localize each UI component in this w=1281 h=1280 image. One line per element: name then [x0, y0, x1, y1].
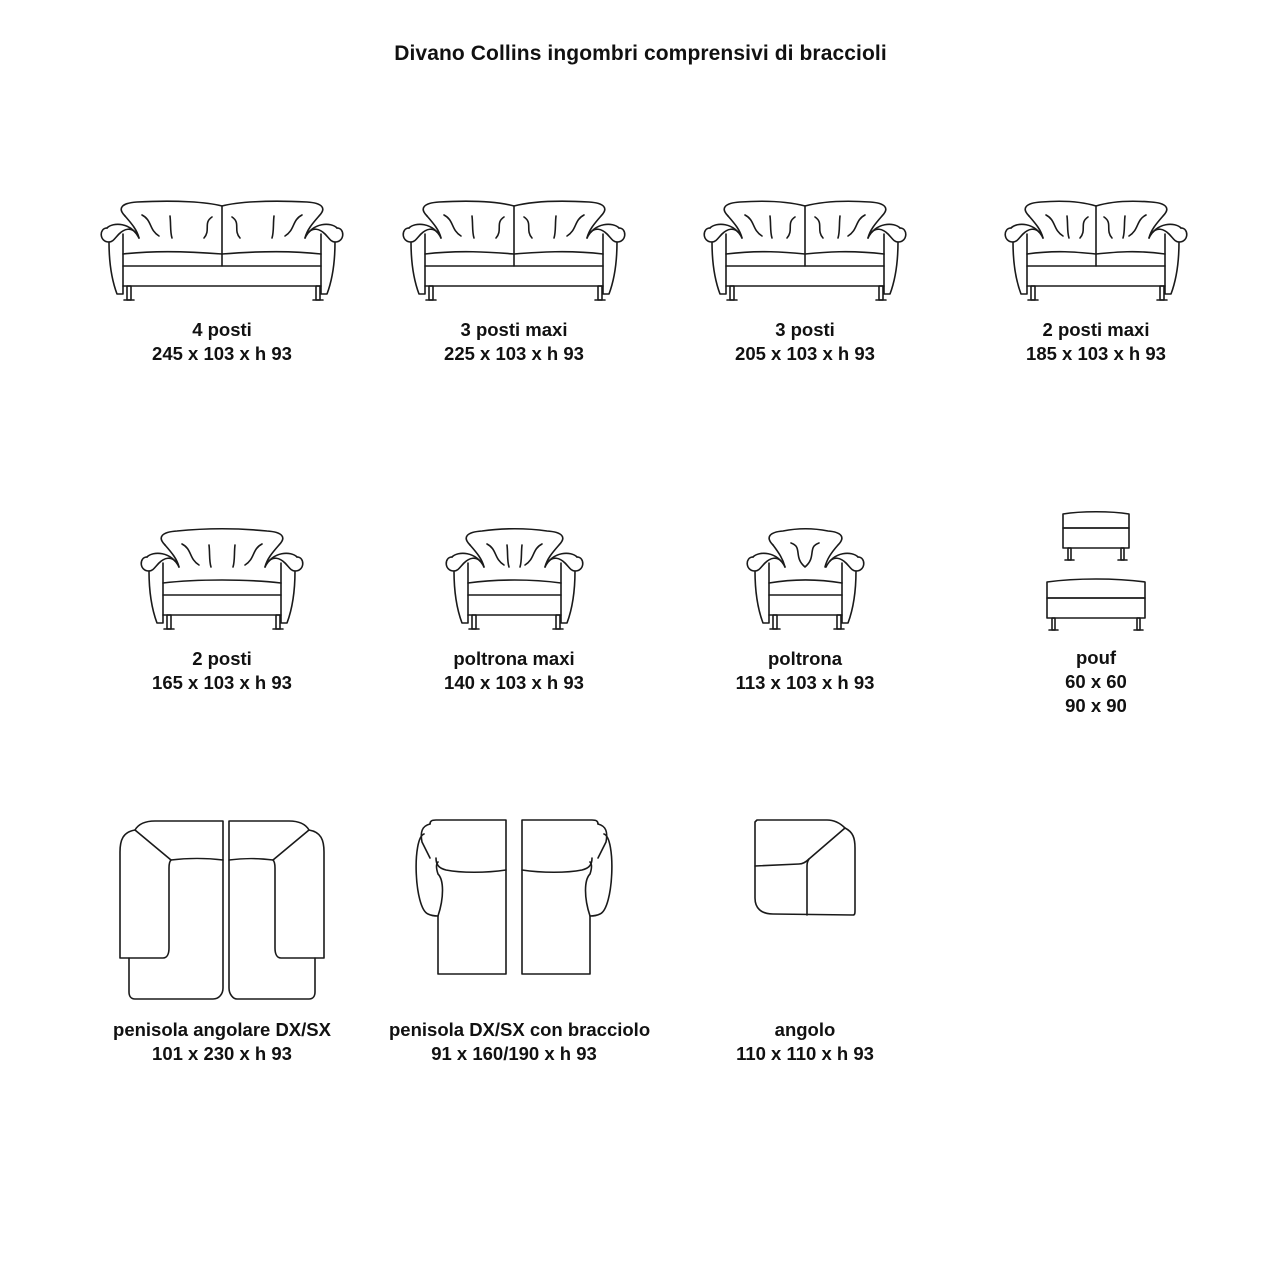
- page-title: Divano Collins ingombri comprensivi di braccioli: [394, 42, 887, 65]
- item-name: 2 posti maxi: [1042, 319, 1150, 340]
- item-penisola-con-bracciolo: [389, 818, 651, 1066]
- sofa-3-posti-drawing: [700, 198, 910, 304]
- item-4-posti: [97, 198, 347, 366]
- item-dimensions: 165 x 103 x h 93: [152, 672, 292, 693]
- item-dimensions: 225 x 103 x h 93: [444, 343, 584, 364]
- penisola-bracciolo-drawing: [416, 818, 612, 978]
- item-name: 4 posti: [192, 319, 252, 340]
- item-name: poltrona maxi: [453, 648, 575, 669]
- item-poltrona: [680, 527, 930, 695]
- item-name: angolo: [774, 1019, 836, 1040]
- item-name: 3 posti: [775, 319, 835, 340]
- sofa-3-posti-maxi-drawing: [399, 198, 629, 304]
- item-poltrona-maxi: [389, 527, 639, 695]
- item-dimensions: 110 x 110 x h 93: [736, 1043, 874, 1064]
- item-3-posti: [680, 198, 930, 366]
- item-dimensions: 101 x 230 x h 93: [152, 1043, 292, 1064]
- item-dimensions: 140 x 103 x h 93: [444, 672, 584, 693]
- item-dimensions: 91 x 160/190 x h 93: [431, 1043, 597, 1064]
- angolo-drawing: [753, 818, 857, 918]
- item-name: penisola DX/SX con bracciolo: [389, 1019, 651, 1040]
- sofa-2-posti-drawing: [137, 527, 307, 633]
- sofa-4-posti-drawing: [97, 198, 347, 304]
- item-name: 3 posti maxi: [460, 319, 568, 340]
- item-name: poltrona: [768, 648, 842, 669]
- item-2-posti: [97, 527, 347, 695]
- item-dimensions: 205 x 103 x h 93: [735, 343, 875, 364]
- penisola-angolare-drawing: [117, 818, 327, 1004]
- item-dimensions: 245 x 103 x h 93: [152, 343, 292, 364]
- item-penisola-angolare: [97, 818, 347, 1066]
- item-3-posti-maxi: [389, 198, 639, 366]
- pouf-drawing: [1031, 510, 1161, 634]
- item-dimensions: 113 x 103 x h 93: [735, 672, 875, 693]
- armchair-maxi-drawing: [442, 527, 587, 633]
- item-pouf: [971, 510, 1221, 718]
- item-dimensions: 90 x 90: [1065, 695, 1127, 716]
- sofa-2-posti-maxi-drawing: [1001, 198, 1191, 304]
- item-name: 2 posti: [192, 648, 252, 669]
- item-dimensions: 185 x 103 x h 93: [1026, 343, 1166, 364]
- item-name: penisola angolare DX/SX: [113, 1019, 331, 1040]
- item-name: pouf: [1075, 647, 1117, 668]
- item-dimensions: 60 x 60: [1065, 671, 1127, 692]
- item-angolo: [680, 818, 930, 1066]
- armchair-drawing: [743, 527, 868, 633]
- item-2-posti-maxi: [971, 198, 1221, 366]
